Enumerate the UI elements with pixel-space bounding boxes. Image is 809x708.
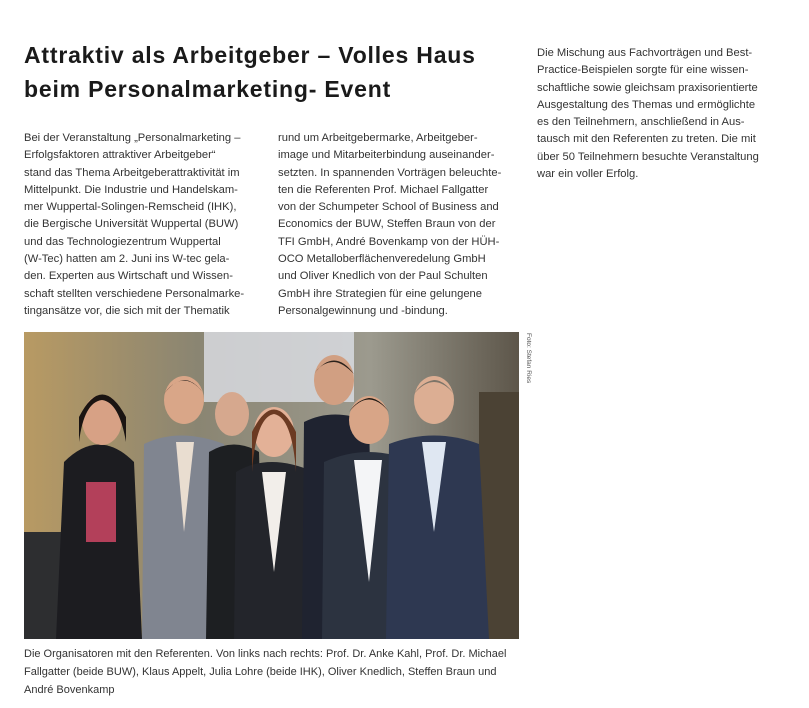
article-column-1: Bei der Veranstaltung „Personalmarketing – Erfolgsfaktoren attraktiver Arbeitgeber“ stand das Thema Arbeitgeberattraktivität im Mittelpunkt. Die Industrie und Handelskam- mer Wuppertal-Solingen-Remscheid (IHK), die Bergische Universität Wuppertal (BUW) und das Technologiezentrum Wuppertal (W-Tec) hatten am 2. Juni ins W-tec gela- den. Experten aus Wirtschaft und Wissen- schaft stellten verschiedene Personalmarke- tingansätze vor, die sich mit der Thematik (24, 132, 245, 317)
group-photo (24, 332, 519, 639)
photo-credit-text: Foto: Stefan Ries (525, 333, 532, 384)
article-column-3: Die Mischung aus Fachvorträgen und Best- Practice-Beispielen sorgte für eine wissen- schaftliche sowie gleichsam praxisorientierte Ausgestaltung des Themas und ermöglichte es den Teilnehmern, anschließend in Aus- tausch mit den Referenten zu treten. Die mit über 50 Teilnehmern besuchte Veranstaltung war ein voller Erfolg. (537, 47, 759, 181)
group-photo-illustration (24, 332, 519, 639)
article-column-2: rund um Arbeitgebermarke, Arbeitgeber- image und Mitarbeiterbindung auseinander- setzten. In spannenden Vorträgen beleuchte- ten die Referenten Prof. Michael Fallgatter von der Schumpeter School of Business and Economics der BUW, Steffen Braun von der TFI GmbH, André Bovenkamp von der HÜH- OCO Metalloberflächenveredelung GmbH und Oliver Knedlich von der Paul Schulten GmbH ihre Strategien für eine gelungene Personalgewinnung und -bindung. (278, 132, 502, 317)
photo-caption: Die Organisatoren mit den Referenten. Von links nach rechts: Prof. Dr. Anke Kahl, Prof. Dr. Michael Fallgatter (beide BUW), Klaus Appelt, Julia Lohre (beide IHK), Oliver Knedlich, Steffen Braun und André Bovenkamp (24, 648, 507, 696)
article-headline: Attraktiv als Arbeitgeber – Volles Haus beim Personalmarketing- Event (24, 42, 476, 102)
photo-credit (518, 333, 534, 413)
